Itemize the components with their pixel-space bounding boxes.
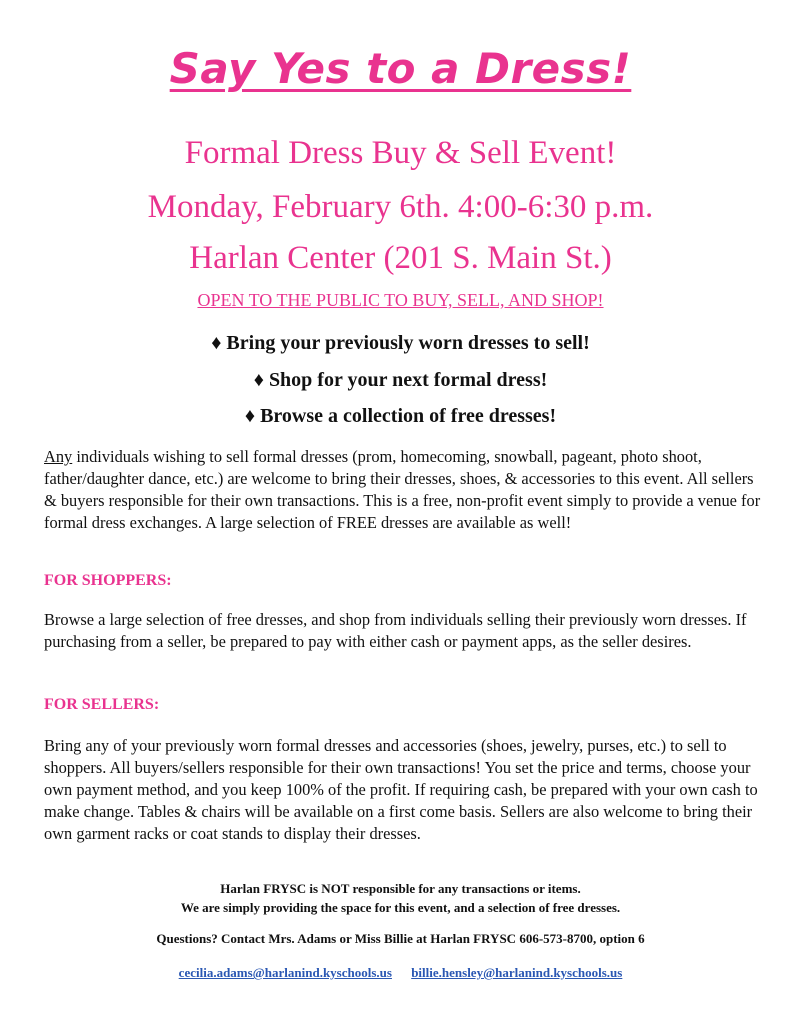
disclaimer-line: We are simply providing the space for this event, and a selection of free dresses. [180, 900, 621, 915]
bullet-text: Bring your previously worn dresses to sell! [226, 332, 590, 354]
event-name: Formal Dress Buy & Sell Event! [184, 135, 617, 171]
open-to-public-notice: OPEN TO THE PUBLIC TO BUY, SELL, AND SHOP! [197, 290, 604, 310]
sellers-heading: FOR SELLERS: [44, 696, 160, 713]
bullet-item [0, 405, 801, 428]
sellers-paragraph: Bring any of your previously worn formal dresses and accessories (shoes, jewelry, purses, etc.) to sell to shoppers. All buyers/sellers responsible for their own transactions! You set the price and terms, choose your own payment method, and you keep 100% of the profit. If requiring cash, be prepared with your own cash to make change. Tables & chairs will be available on a first come basis. Sellers are also welcome to bring their own garment racks or coat stands to display their dresses. [44, 736, 758, 843]
intro-lead-word: Any [44, 447, 73, 466]
bullet-text: Shop for your next formal dress! [268, 369, 548, 391]
email-links [0, 965, 801, 981]
email-link-adams[interactable]: cecilia.adams@harlanind.kyschools.us [178, 965, 392, 980]
shoppers-paragraph: Browse a large selection of free dresses, and shop from individuals selling their previously worn dresses. If purchasing from a seller, be prepared to pay with either cash or payment apps, as the seller desires. [44, 610, 747, 651]
email-link-hensley[interactable]: billie.hensley@harlanind.kyschools.us [411, 965, 623, 980]
diamond-bullet-icon: ♦ [253, 369, 264, 391]
bullet-item [0, 369, 801, 392]
intro-text: individuals wishing to sell formal dresses (prom, homecoming, snowball, pageant, photo shoot, father/daughter dance, etc.) are welcome to bring their dresses, shoes, & accessories to this event. All sellers & buyers responsible for their own transactions. This is a free, non-profit event simply to provide a venue for formal dress exchanges. A large selection of FREE dresses are available as well! [44, 447, 761, 532]
bullet-item [0, 332, 801, 355]
diamond-bullet-icon: ♦ [211, 332, 222, 354]
event-location: Harlan Center (201 S. Main St.) [189, 240, 612, 276]
contact-info: Questions? Contact Mrs. Adams or Miss Billie at Harlan FRYSC 606-573-8700, option 6 [156, 931, 645, 946]
shoppers-heading: FOR SHOPPERS: [44, 572, 172, 589]
intro-paragraph [44, 446, 764, 534]
disclaimer [0, 879, 801, 917]
flyer-title: Say Yes to a Dress! [169, 44, 632, 93]
event-date-time: Monday, February 6th. 4:00-6:30 p.m. [147, 189, 654, 225]
disclaimer-line: Harlan FRYSC is NOT responsible for any transactions or items. [220, 881, 581, 896]
bullet-text: Browse a collection of free dresses! [260, 405, 557, 427]
diamond-bullet-icon: ♦ [244, 405, 256, 427]
